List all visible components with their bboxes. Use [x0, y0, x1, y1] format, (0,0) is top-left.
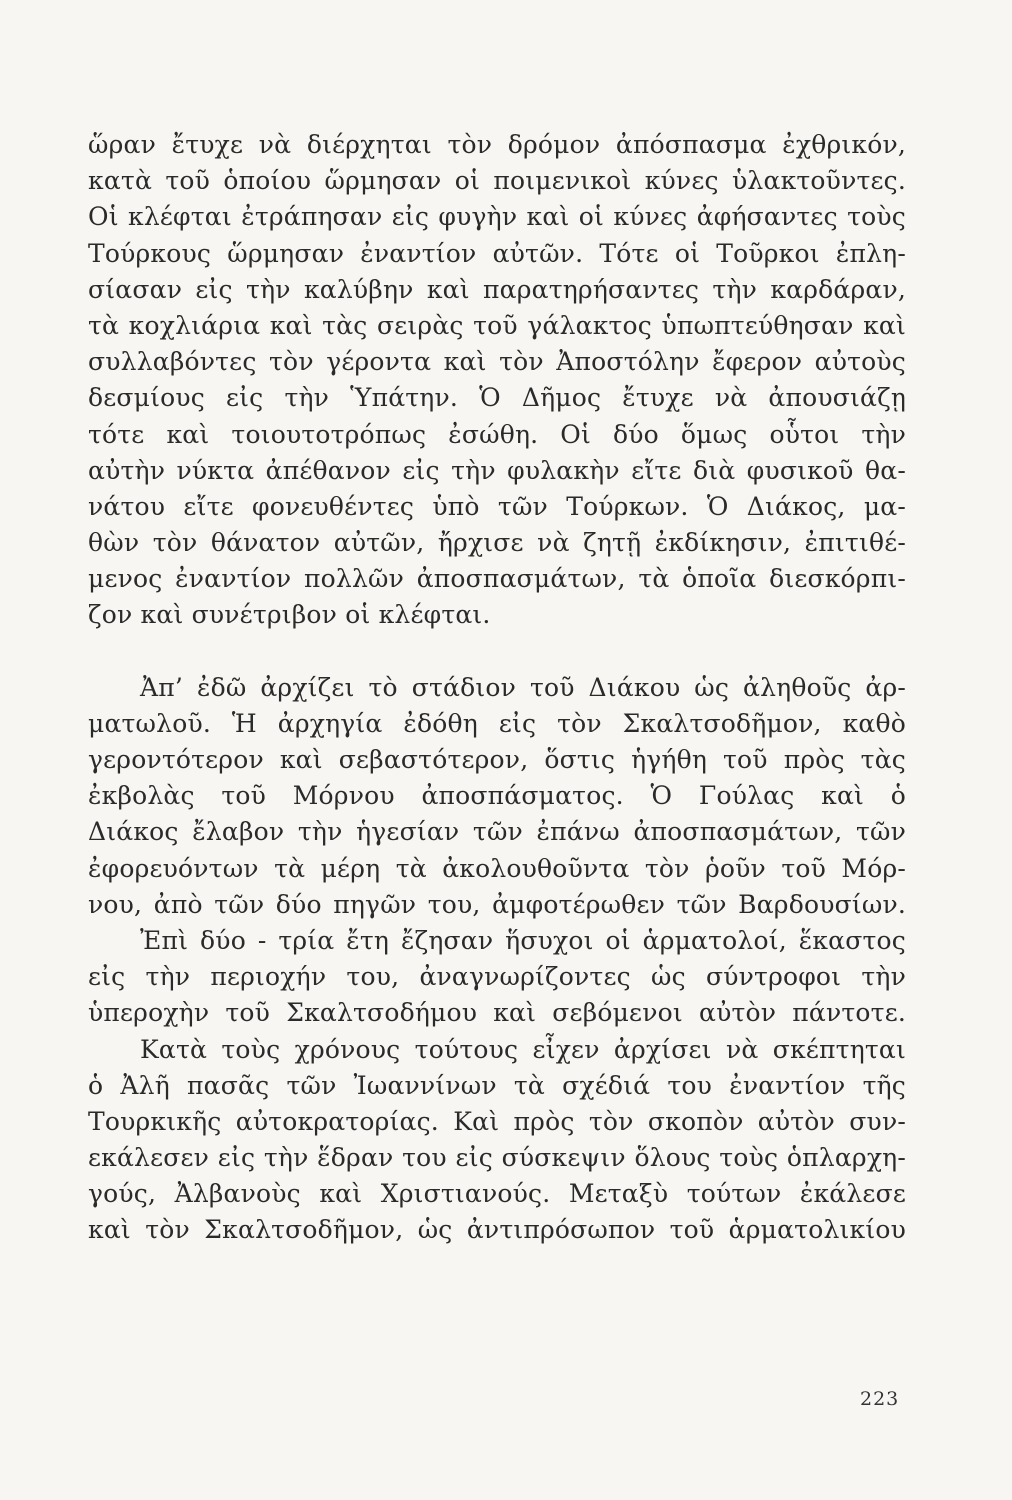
text-line: ἐφορευόντων τὰ μέρη τὰ ἀκολουθοῦντα τὸν ῥοῦν τοῦ Μόρ-	[88, 853, 906, 883]
paragraph-3	[88, 923, 906, 1032]
text-line: εἰς τὴν περιοχήν του, ἀναγνωρίζοντες ὡς σύντροφοι τὴν	[88, 962, 906, 992]
text-line: ὁ Ἀλῆ πασᾶς τῶν Ἰωαννίνων τὰ σχέδιά του ἐναντίον τῆς	[88, 1070, 906, 1100]
text-line: Τούρκους ὥρμησαν ἐναντίον αὐτῶν. Τότε οἱ Τοῦρκοι ἐπλη-	[88, 238, 906, 268]
text-line: Διάκος ἔλαβον τὴν ἡγεσίαν τῶν ἐπάνω ἀποσπασμάτων, τῶν	[88, 817, 906, 847]
text-line: εκάλεσεν εἰς τὴν ἕδραν του εἰς σύσκεψιν ὅλους τοὺς ὁπλαρχη-	[88, 1143, 906, 1173]
text-line: νάτου εἴτε φονευθέντες ὑπὸ τῶν Τούρκων. Ὁ Διάκος, μα-	[88, 491, 906, 521]
text-line: σίασαν εἰς τὴν καλύβην καὶ παρατηρήσαντες τὴν καρδάραν,	[88, 274, 906, 304]
text-line: καὶ τὸν Σκαλτσοδῆμον, ὡς ἀντιπρόσωπον τοῦ ἁρματολικίου	[88, 1215, 906, 1245]
text-line: ὥραν ἔτυχε νὰ διέρχηται τὸν δρόμον ἀπόσπασμα ἐχθρικόν,	[88, 130, 906, 159]
text-line: δεσμίους εἰς τὴν Ὑπάτην. Ὁ Δῆμος ἔτυχε νὰ ἀπουσιάζῃ	[88, 383, 906, 413]
text-line: ἐκβολὰς τοῦ Μόρνου ἀποσπάσματος. Ὁ Γούλας καὶ ὁ	[88, 781, 906, 811]
paragraph-2	[88, 670, 906, 923]
text-line: συλλαβόντες τὸν γέροντα καὶ τὸν Ἀποστόλην ἔφερον αὐτοὺς	[88, 347, 906, 377]
text-line: Οἱ κλέφται ἐτράπησαν εἰς φυγὴν καὶ οἱ κύνες ἀφήσαντες τοὺς	[88, 202, 906, 232]
text-line: τότε καὶ τοιουτοτρόπως ἐσώθη. Οἱ δύο ὅμως οὗτοι τὴν	[88, 419, 906, 449]
text-line: νου, ἀπὸ τῶν δύο πηγῶν του, ἀμφοτέρωθεν τῶν Βαρδουσίων.	[88, 889, 906, 919]
text-line: Ἐπὶ δύο - τρία ἔτη ἔζησαν ἥσυχοι οἱ ἁρματολοί, ἕκαστος	[140, 925, 906, 955]
text-line: αὐτὴν νύκτα ἀπέθανον εἰς τὴν φυλακὴν εἴτε διὰ φυσικοῦ θα-	[88, 455, 906, 485]
text-line: θὼν τὸν θάνατον αὐτῶν, ἤρχισε νὰ ζητῇ ἐκδίκησιν, ἐπιτιθέ-	[88, 528, 906, 558]
text-line: Κατὰ τοὺς χρόνους τούτους εἶχεν ἀρχίσει νὰ σκέπτηται	[140, 1034, 906, 1064]
text-line: γούς, Ἀλβανοὺς καὶ Χριστιανούς. Μεταξὺ τούτων ἐκάλεσε	[88, 1179, 906, 1209]
text-line: γεροντότερον καὶ σεβαστότερον, ὅστις ἡγήθη τοῦ πρὸς τὰς	[88, 745, 906, 774]
paragraph-4	[88, 1032, 906, 1249]
text-line: κατὰ τοῦ ὁποίου ὥρμησαν οἱ ποιμενικοὶ κύνες ὑλακτοῦντες.	[88, 166, 906, 196]
text-line: ὑπεροχὴν τοῦ Σκαλτσοδήμου καὶ σεβόμενοι αὐτὸν πάντοτε.	[88, 998, 906, 1028]
text-line: μενος ἐναντίον πολλῶν ἀποσπασμάτων, τὰ ὁποῖα διεσκόρπι-	[88, 564, 906, 594]
paragraph-gap	[88, 634, 906, 670]
paragraph-1	[88, 127, 906, 634]
page-number: 223	[860, 1388, 900, 1410]
text-line: Ἀπ’ ἐδῶ ἀρχίζει τὸ στάδιον τοῦ Διάκου ὡς ἀληθοῦς ἀρ-	[140, 672, 906, 702]
text-line: ματωλοῦ. Ἡ ἀρχηγία ἐδόθη εἰς τὸν Σκαλτσοδῆμον, καθὸ	[88, 708, 906, 738]
text-line: ζον καὶ συνέτριβον οἱ κλέφται.	[88, 600, 491, 630]
text-line: Τουρκικῆς αὐτοκρατορίας. Καὶ πρὸς τὸν σκοπὸν αὐτὸν συν-	[88, 1106, 906, 1136]
text-line: τὰ κοχλιάρια καὶ τὰς σειρὰς τοῦ γάλακτος ὑπωπτεύθησαν καὶ	[88, 310, 906, 340]
body-text	[88, 127, 906, 1249]
